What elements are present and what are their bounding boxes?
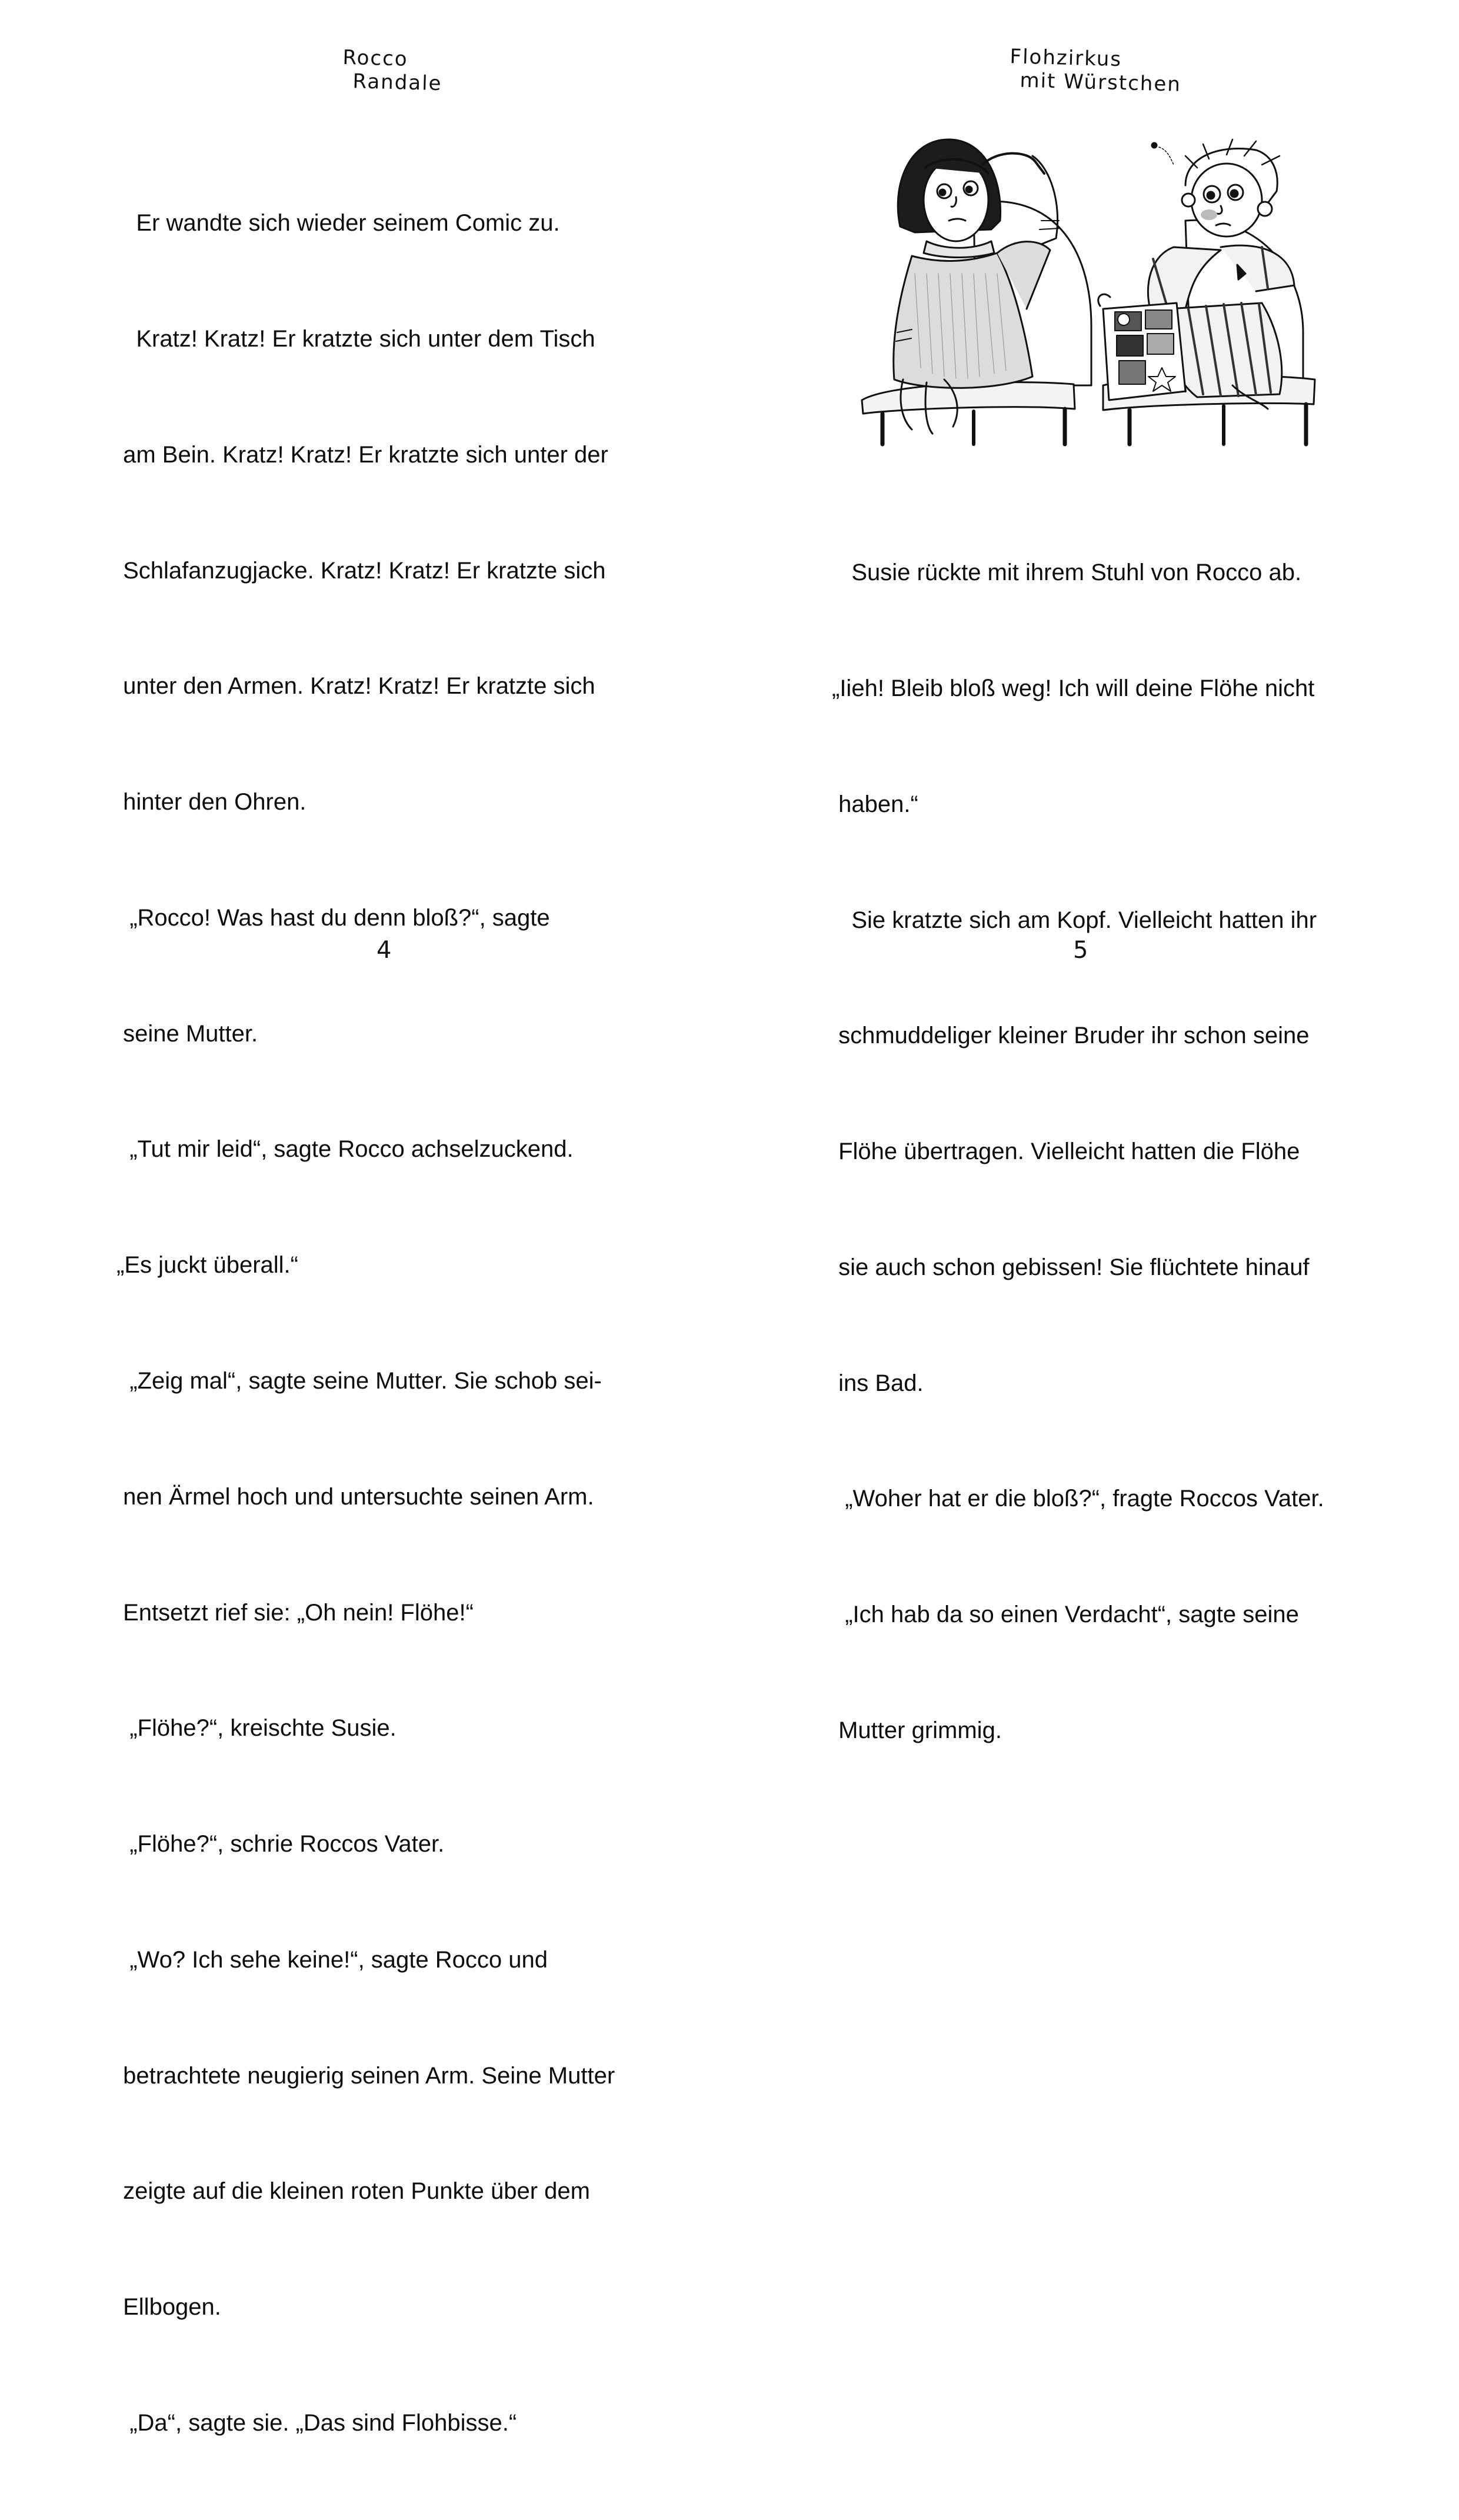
text-line: betrachtete neugierig seinen Arm. Seine Mutter [116,2062,615,2089]
text-line: „Es juckt überall.“ [116,1252,298,1279]
text-line: „Ich hab da so einen Verdacht“, sagte seine [832,1602,1299,1628]
running-head-line: mit Würstchen [1019,68,1182,96]
left-page [0,0,730,2436]
text-line: haben.“ [832,791,918,817]
illustration-girl-and-boy-scratching [856,132,1315,450]
running-head-line: Rocco [342,45,409,71]
text-line: Sie kratzte sich am Kopf. Vielleicht hatten ihr [832,907,1317,933]
text-line: „Rocco! Was hast du denn bloß?“, sagte [116,904,550,931]
text-line: Entsetzt rief sie: „Oh nein! Flöhe!“ [116,1599,474,1626]
left-body-text [116,127,615,2520]
text-line: hinter den Ohren. [116,789,307,815]
text-line: sie auch schon gebissen! Sie flüchtete hinauf [832,1254,1310,1280]
running-head-line: Randale [352,69,443,96]
running-head-chapter-title [1009,45,1182,96]
text-line: Mutter grimmig. [832,1717,1002,1743]
text-line: schmuddeliger kleiner Bruder ihr schon seine [832,1023,1310,1049]
text-line: „Da“, sagte sie. „Das sind Flohbisse.“ [116,2410,517,2436]
text-line: „Zeig mal“, sagte seine Mutter. Sie schob sei- [116,1368,602,1394]
text-line: „Wo? Ich sehe keine!“, sagte Rocco und [116,1946,548,1973]
text-line: „Tut mir leid“, sagte Rocco achselzuckend. [116,1136,574,1163]
text-line: „Woher hat er die bloß?“, fragte Roccos Vater. [832,1486,1324,1512]
text-line: Flöhe übertragen. Vielleicht hatten die Flöhe [832,1139,1300,1165]
page-number: 5 [1073,937,1088,964]
text-line: seine Mutter. [116,1020,258,1047]
flea-icon [1152,143,1174,165]
right-page [730,0,1459,1743]
right-body-text [832,477,1324,1827]
text-line: am Bein. Kratz! Kratz! Er kratzte sich unter der [116,441,608,468]
text-line: Schlafanzugjacke. Kratz! Kratz! Er kratzte sich [116,557,606,584]
text-line: „Flöhe?“, kreischte Susie. [116,1715,397,1742]
text-line: Kratz! Kratz! Er kratzte sich unter dem Tisch [116,325,595,352]
text-line: „Iieh! Bleib bloß weg! Ich will deine Flöhe nicht [832,675,1315,701]
text-line: ins Bad. [832,1370,924,1396]
text-line: Er wandte sich wieder seinem Comic zu. [116,210,560,237]
text-line: „Flöhe?“, schrie Roccos Vater. [116,1831,445,1857]
running-head-book-title [342,46,443,95]
text-line: Ellbogen. [116,2294,221,2321]
running-head-line: Flohzirkus [1010,45,1122,72]
page-number: 4 [377,937,392,964]
comic-book [1098,294,1185,400]
text-line: zeigte auf die kleinen roten Punkte über dem [116,2178,590,2205]
text-line: unter den Armen. Kratz! Kratz! Er kratzte sich [116,673,595,700]
text-line: Susie rückte mit ihrem Stuhl von Rocco ab. [832,560,1302,586]
text-line: nen Ärmel hoch und untersuchte seinen Arm. [116,1483,594,1510]
